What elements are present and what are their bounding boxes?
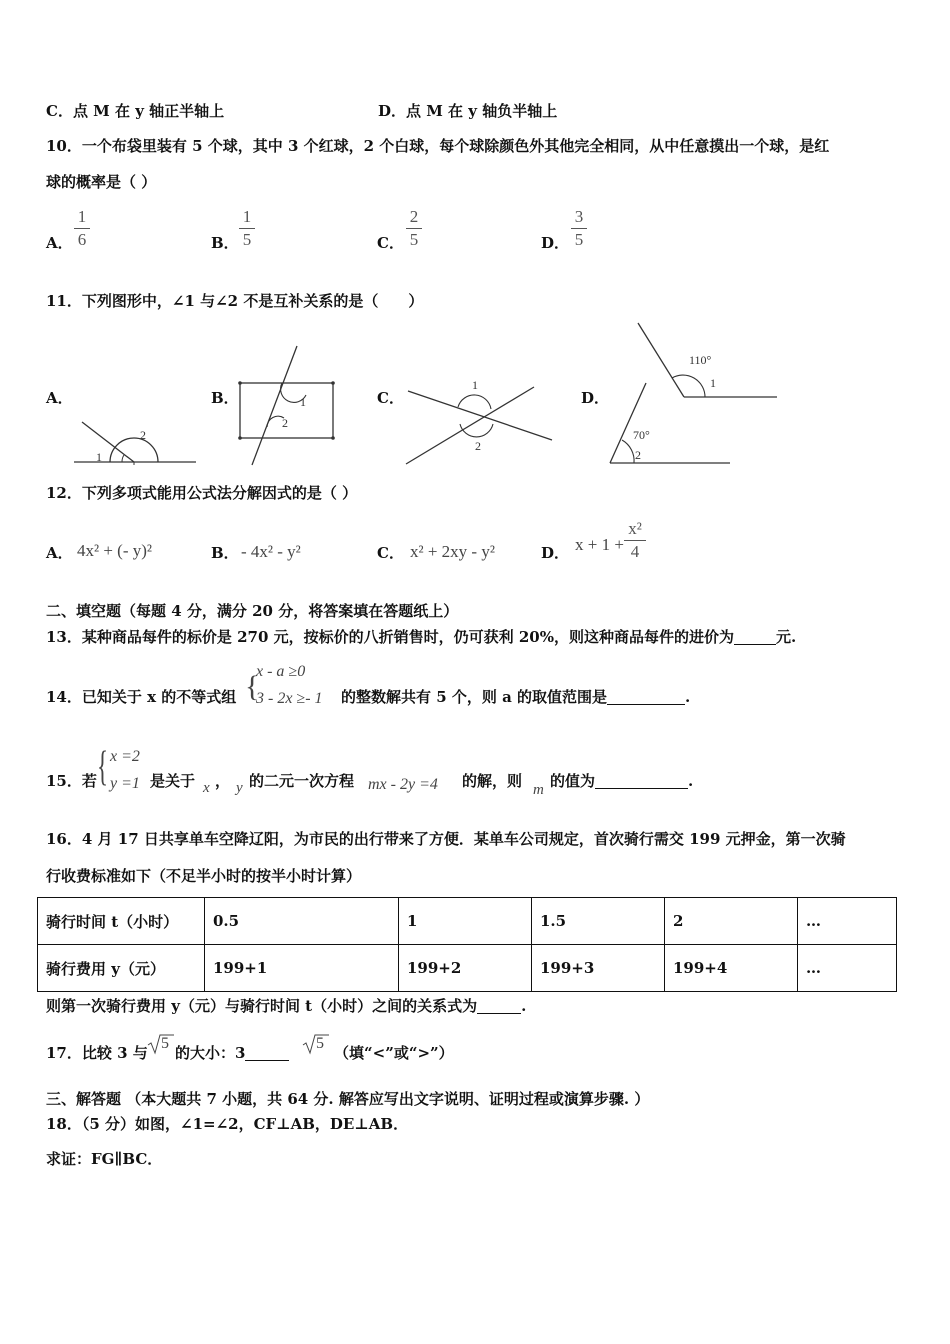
table-cell: 1.5 bbox=[532, 898, 665, 945]
q10-option-a-numerator: 1 bbox=[77, 207, 87, 226]
q17-mid-wrap bbox=[175, 1046, 289, 1061]
q10-option-b-numerator: 1 bbox=[242, 207, 252, 226]
q11-option-a-label: A． bbox=[46, 389, 73, 407]
q16-stem-line1: 16．4 月 17 日共享单车空降辽阳，为市民的出行带来了方便．某单车公司规定，首次骑行需交 199 元押金，第一次骑 bbox=[46, 830, 846, 848]
q11-a-angle2-label: 2 bbox=[140, 428, 146, 442]
q10-stem-line1: 10．一个布袋里装有 5 个球，其中 3 个红球，2 个白球，每个球除颜色外其他完全相同，从中任意摸出一个球，是红 bbox=[46, 137, 830, 155]
section3-heading: 三、解答题 （本大题共 7 小题，共 64 分. 解答应写出文字说明、证明过程或演算步骤. ） bbox=[46, 1090, 650, 1108]
section2-heading: 二、填空题（每题 4 分，满分 20 分，将答案填在答题纸上） bbox=[46, 602, 459, 620]
table-cell: 1 bbox=[399, 898, 532, 945]
q10-option-c-denominator: 5 bbox=[409, 230, 419, 249]
q11-a-angle1-label: 1 bbox=[96, 450, 102, 464]
q12-option-b-label: B． bbox=[211, 544, 239, 562]
q15-equation: mx - 2y =4 bbox=[368, 776, 438, 793]
q15-pre: 15．若 bbox=[46, 772, 97, 790]
q15-mid1: 是关于 bbox=[150, 772, 196, 790]
q10-option-d-label: D． bbox=[541, 234, 570, 252]
q11-option-c-label: C． bbox=[377, 389, 404, 407]
q13-text bbox=[46, 630, 796, 645]
q12-option-d-numerator: x² bbox=[628, 519, 642, 538]
q15-eq-y: y =1 bbox=[110, 775, 140, 792]
q17-post: （填“<”或“>”） bbox=[334, 1044, 454, 1062]
q10-option-a-fraction bbox=[74, 207, 90, 250]
q15-mid3: 的解，则 bbox=[462, 772, 523, 790]
q18-stem: 18．（5 分）如图，∠1=∠2，CF⊥AB，DE⊥AB． bbox=[46, 1115, 409, 1133]
q11-b-angle1-label: 1 bbox=[300, 395, 306, 409]
table-cell: 2 bbox=[665, 898, 798, 945]
q12-option-b-expr: - 4x² - y² bbox=[241, 542, 301, 561]
q10-option-d-fraction bbox=[571, 207, 587, 250]
q17-radicand-2: 5 bbox=[316, 1035, 324, 1052]
q14-inequality-1: x - a ≥0 bbox=[256, 663, 306, 680]
q10-option-c-numerator: 2 bbox=[409, 207, 419, 226]
table-cell: 骑行时间 t（小时） bbox=[38, 898, 205, 945]
q11-figure-a bbox=[70, 415, 200, 470]
q11-d-70-label: 70° bbox=[633, 428, 650, 442]
q10-option-d-numerator: 3 bbox=[574, 207, 584, 226]
q11-d-angle1-label: 1 bbox=[710, 376, 716, 390]
q11-option-b-label: B． bbox=[211, 389, 239, 407]
q14-post-wrap bbox=[341, 690, 690, 705]
q10-option-b-denominator: 5 bbox=[242, 230, 252, 249]
q11-c-angle2-label: 2 bbox=[475, 439, 481, 453]
q12-option-d-expr-left: x + 1 + bbox=[575, 535, 624, 554]
q11-option-d-label: D． bbox=[581, 389, 610, 407]
q11-b-angle2-label: 2 bbox=[282, 416, 288, 430]
q14-pre: 14．已知关于 x 的不等式组 bbox=[46, 688, 237, 706]
q9-option-d: D．点 M 在 y 轴负半轴上 bbox=[378, 102, 558, 120]
q13-stem: 13．某种商品每件的标价是 270 元，按标价的八折销售时，仍可获利 20%，则这种商品每件的进价为 bbox=[46, 628, 734, 646]
q11-figure-c bbox=[402, 372, 558, 468]
q15-var-y: y bbox=[236, 780, 243, 796]
table-cell: 0.5 bbox=[205, 898, 399, 945]
table-row bbox=[38, 898, 897, 945]
q11-figure-d bbox=[600, 320, 780, 470]
q17-pre: 17．比较 3 与 bbox=[46, 1044, 148, 1062]
q12-option-c-expr: x² + 2xy - y² bbox=[410, 542, 495, 561]
table-cell: 199+1 bbox=[205, 945, 399, 992]
q14-post: 的整数解共有 5 个，则 a 的取值范围是 bbox=[341, 688, 608, 706]
q15-var-x: x bbox=[203, 780, 210, 796]
q14-tail: . bbox=[685, 688, 691, 706]
table-cell: … bbox=[798, 945, 897, 992]
table-cell: 199+2 bbox=[399, 945, 532, 992]
q17-mid: 的大小：3 bbox=[175, 1044, 246, 1062]
q12-option-c-label: C． bbox=[377, 544, 404, 562]
q15-post: 的值为 bbox=[550, 772, 596, 790]
q10-option-a-denominator: 6 bbox=[77, 230, 87, 249]
q16-tail: . bbox=[521, 997, 527, 1015]
q10-option-b-label: B． bbox=[211, 234, 239, 252]
table-cell: … bbox=[798, 898, 897, 945]
q16-after-wrap bbox=[46, 999, 526, 1014]
table-row bbox=[38, 945, 897, 992]
ride-fee-table bbox=[37, 897, 897, 992]
q10-option-d-denominator: 5 bbox=[574, 230, 584, 249]
table-cell: 骑行费用 y（元） bbox=[38, 945, 205, 992]
q11-stem: 11．下列图形中，∠1 与∠2 不是互补关系的是（ ） bbox=[46, 292, 424, 310]
q11-d-angle2-label: 2 bbox=[635, 448, 641, 462]
q12-stem: 12．下列多项式能用公式法分解因式的是（ ） bbox=[46, 484, 358, 502]
q10-option-c-fraction bbox=[406, 207, 422, 250]
q17-radicand-1: 5 bbox=[161, 1035, 169, 1052]
q11-c-angle1-label: 1 bbox=[472, 378, 478, 392]
q15-post-wrap bbox=[550, 774, 693, 789]
q9-option-c: C．点 M 在 y 轴正半轴上 bbox=[46, 102, 225, 120]
q11-d-110-label: 110° bbox=[689, 353, 712, 367]
q10-option-c-label: C． bbox=[377, 234, 404, 252]
table-cell: 199+4 bbox=[665, 945, 798, 992]
q14-inequality-2: 3 - 2x ≥- 1 bbox=[256, 690, 323, 707]
q13-tail: 元. bbox=[775, 628, 797, 646]
q15-mid2: 的二元一次方程 bbox=[249, 772, 355, 790]
q10-option-b-fraction bbox=[239, 207, 255, 250]
q12-option-d-denominator: 4 bbox=[630, 542, 640, 561]
q12-option-a-label: A． bbox=[46, 544, 73, 562]
q12-option-d-fraction bbox=[624, 519, 646, 562]
q12-option-a-expr: 4x² + (- y)² bbox=[77, 541, 153, 560]
q15-tail: . bbox=[688, 772, 694, 790]
q16-after: 则第一次骑行费用 y（元）与骑行时间 t（小时）之间的关系式为 bbox=[46, 997, 478, 1015]
q10-option-a-label: A． bbox=[46, 234, 73, 252]
q15-var-m: m bbox=[533, 782, 544, 798]
q18-prove: 求证：FG∥BC． bbox=[46, 1150, 163, 1168]
table-cell: 199+3 bbox=[532, 945, 665, 992]
q15-eq-x: x =2 bbox=[110, 748, 140, 765]
q16-stem-line2: 行收费标准如下（不足半小时的按半小时计算） bbox=[46, 867, 362, 885]
q10-stem-line2: 球的概率是（ ） bbox=[46, 173, 157, 191]
q12-option-d-label: D． bbox=[541, 544, 570, 562]
q11-figure-b bbox=[234, 343, 342, 468]
q15-comma: ， bbox=[215, 772, 231, 790]
